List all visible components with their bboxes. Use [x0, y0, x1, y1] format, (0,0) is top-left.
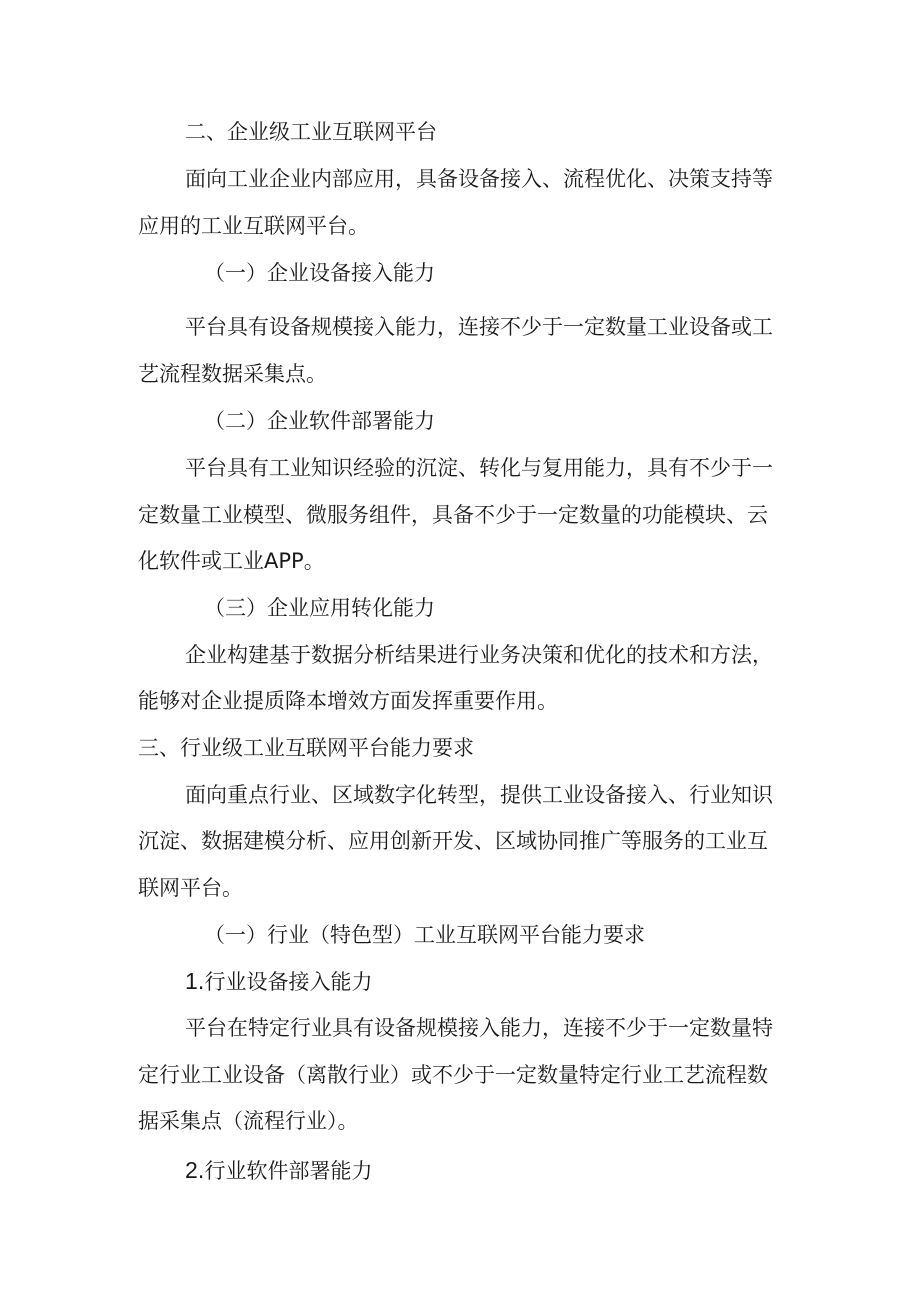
subsection-heading-4: （一）行业（特色型）工业互联网平台能力要求 — [204, 923, 645, 947]
paragraph-line: 联网平台。 — [138, 876, 243, 900]
paragraph-line: 艺流程数据采集点。 — [138, 362, 327, 386]
numbered-heading-1 — [185, 966, 372, 996]
paragraph-line: 面向重点行业、区域数字化转型，提供工业设备接入、行业知识 — [185, 783, 773, 807]
paragraph-line: 据采集点（流程行业）。 — [138, 1109, 359, 1133]
subsection-heading-2: （二）企业软件部署能力 — [204, 409, 435, 433]
paragraph-line: 企业构建基于数据分析结果进行业务决策和优化的技术和方法， — [185, 643, 773, 667]
subsection-heading-1: （一）企业设备接入能力 — [204, 261, 435, 285]
paragraph-line: 平台具有工业知识经验的沉淀、转化与复用能力，具有不少于一 — [185, 456, 773, 480]
list-number: 2 — [185, 1157, 198, 1183]
paragraph-line: 平台具有设备规模接入能力，连接不少于一定数量工业设备或工 — [185, 315, 773, 339]
paragraph-line: 沉淀、数据建模分析、应用创新开发、区域协同推广等服务的工业互 — [138, 829, 768, 853]
paragraph-line: 应用的工业互联网平台。 — [138, 214, 369, 238]
list-heading-text: .行业软件部署能力 — [197, 1159, 373, 1183]
numbered-heading-2 — [185, 1155, 372, 1185]
paragraph-line: 化软件或工业APP。 — [138, 549, 325, 573]
subsection-heading-3: （三）企业应用转化能力 — [204, 596, 435, 620]
paragraph-line: 定行业工业设备（离散行业）或不少于一定数量特定行业工艺流程数 — [138, 1063, 768, 1087]
paragraph-line: 能够对企业提质降本增效方面发挥重要作用。 — [138, 689, 558, 713]
paragraph-line: 定数量工业模型、微服务组件，具备不少于一定数量的功能模块、云 — [138, 503, 768, 527]
section-heading-2: 二、企业级工业互联网平台 — [185, 120, 437, 144]
list-number: 1 — [185, 968, 198, 994]
list-heading-text: .行业设备接入能力 — [197, 970, 373, 994]
paragraph-line: 面向工业企业内部应用，具备设备接入、流程优化、决策支持等 — [185, 167, 773, 191]
section-heading-3: 三、行业级工业互联网平台能力要求 — [138, 736, 474, 760]
paragraph-line: 平台在特定行业具有设备规模接入能力，连接不少于一定数量特 — [185, 1016, 773, 1040]
